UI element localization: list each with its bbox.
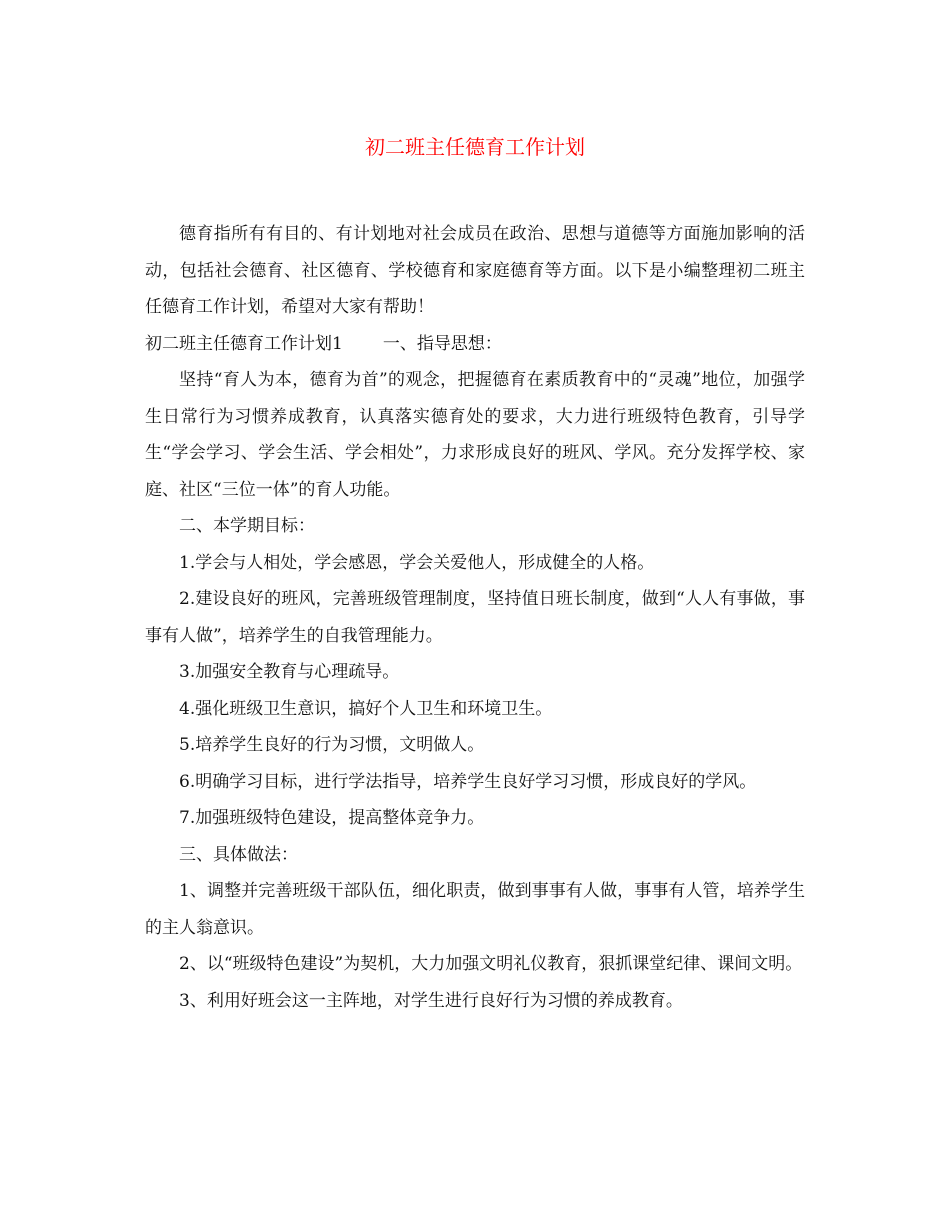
- goal-item: 2.建设良好的班风，完善班级管理制度，坚持值日班长制度，做到“人人有事做，事事有人做”，培养学生的自我管理能力。: [145, 589, 805, 646]
- goal-item: 5.培养学生良好的行为习惯，文明做人。: [179, 735, 485, 755]
- section1-paragraph: 坚持“育人为本，德育为首”的观念，把握德育在素质教育中的“灵魂”地位，加强学生日常行为习惯养成教育，认真落实德育处的要求，大力进行班级特色教育，引导学生“学会学习、学会生活、学会相处”，力求形成良好的班风、学风。充分发挥学校、家庭、社区“三位一体”的育人功能。: [145, 370, 805, 500]
- document-body: [145, 216, 805, 1019]
- goal-item: 6.明确学习目标，进行学法指导，培养学生良好学习习惯，形成良好的学风。: [179, 771, 757, 792]
- method-item: 2、以“班级特色建设”为契机，大力加强文明礼仪教育，狠抓课堂纪律、课间文明。: [179, 954, 803, 974]
- section2-heading: 二、本学期目标：: [179, 516, 315, 536]
- intro-paragraph: 德育指所有有目的、有计划地对社会成员在政治、思想与道德等方面施加影响的活动，包括社会德育、社区德育、学校德育和家庭德育等方面。以下是小编整理初二班主任德育工作计划，希望对大家有帮助！: [145, 224, 805, 317]
- document-title: 初二班主任德育工作计划: [365, 135, 585, 159]
- method-item: 3、利用好班会这一主阵地，对学生进行良好行为习惯的养成教育。: [179, 990, 683, 1011]
- method-item: 1、调整并完善班级干部队伍，细化职责，做到事事有人做，事事有人管，培养学生的主人翁意识。: [145, 881, 805, 938]
- plan-heading-line: [145, 326, 805, 363]
- goal-item: 3.加强安全教育与心理疏导。: [179, 662, 400, 682]
- section3-heading: 三、具体做法：: [179, 844, 298, 865]
- plan-heading: 初二班主任德育工作计划1: [145, 333, 343, 354]
- goal-item: 7.加强班级特色建设，提高整体竞争力。: [179, 808, 485, 828]
- goal-item: 4.强化班级卫生意识，搞好个人卫生和环境卫生。: [179, 698, 553, 719]
- goal-item: 1.学会与人相处，学会感恩，学会关爱他人，形成健全的人格。: [179, 552, 655, 573]
- section1-heading: 一、指导思想：: [382, 333, 502, 354]
